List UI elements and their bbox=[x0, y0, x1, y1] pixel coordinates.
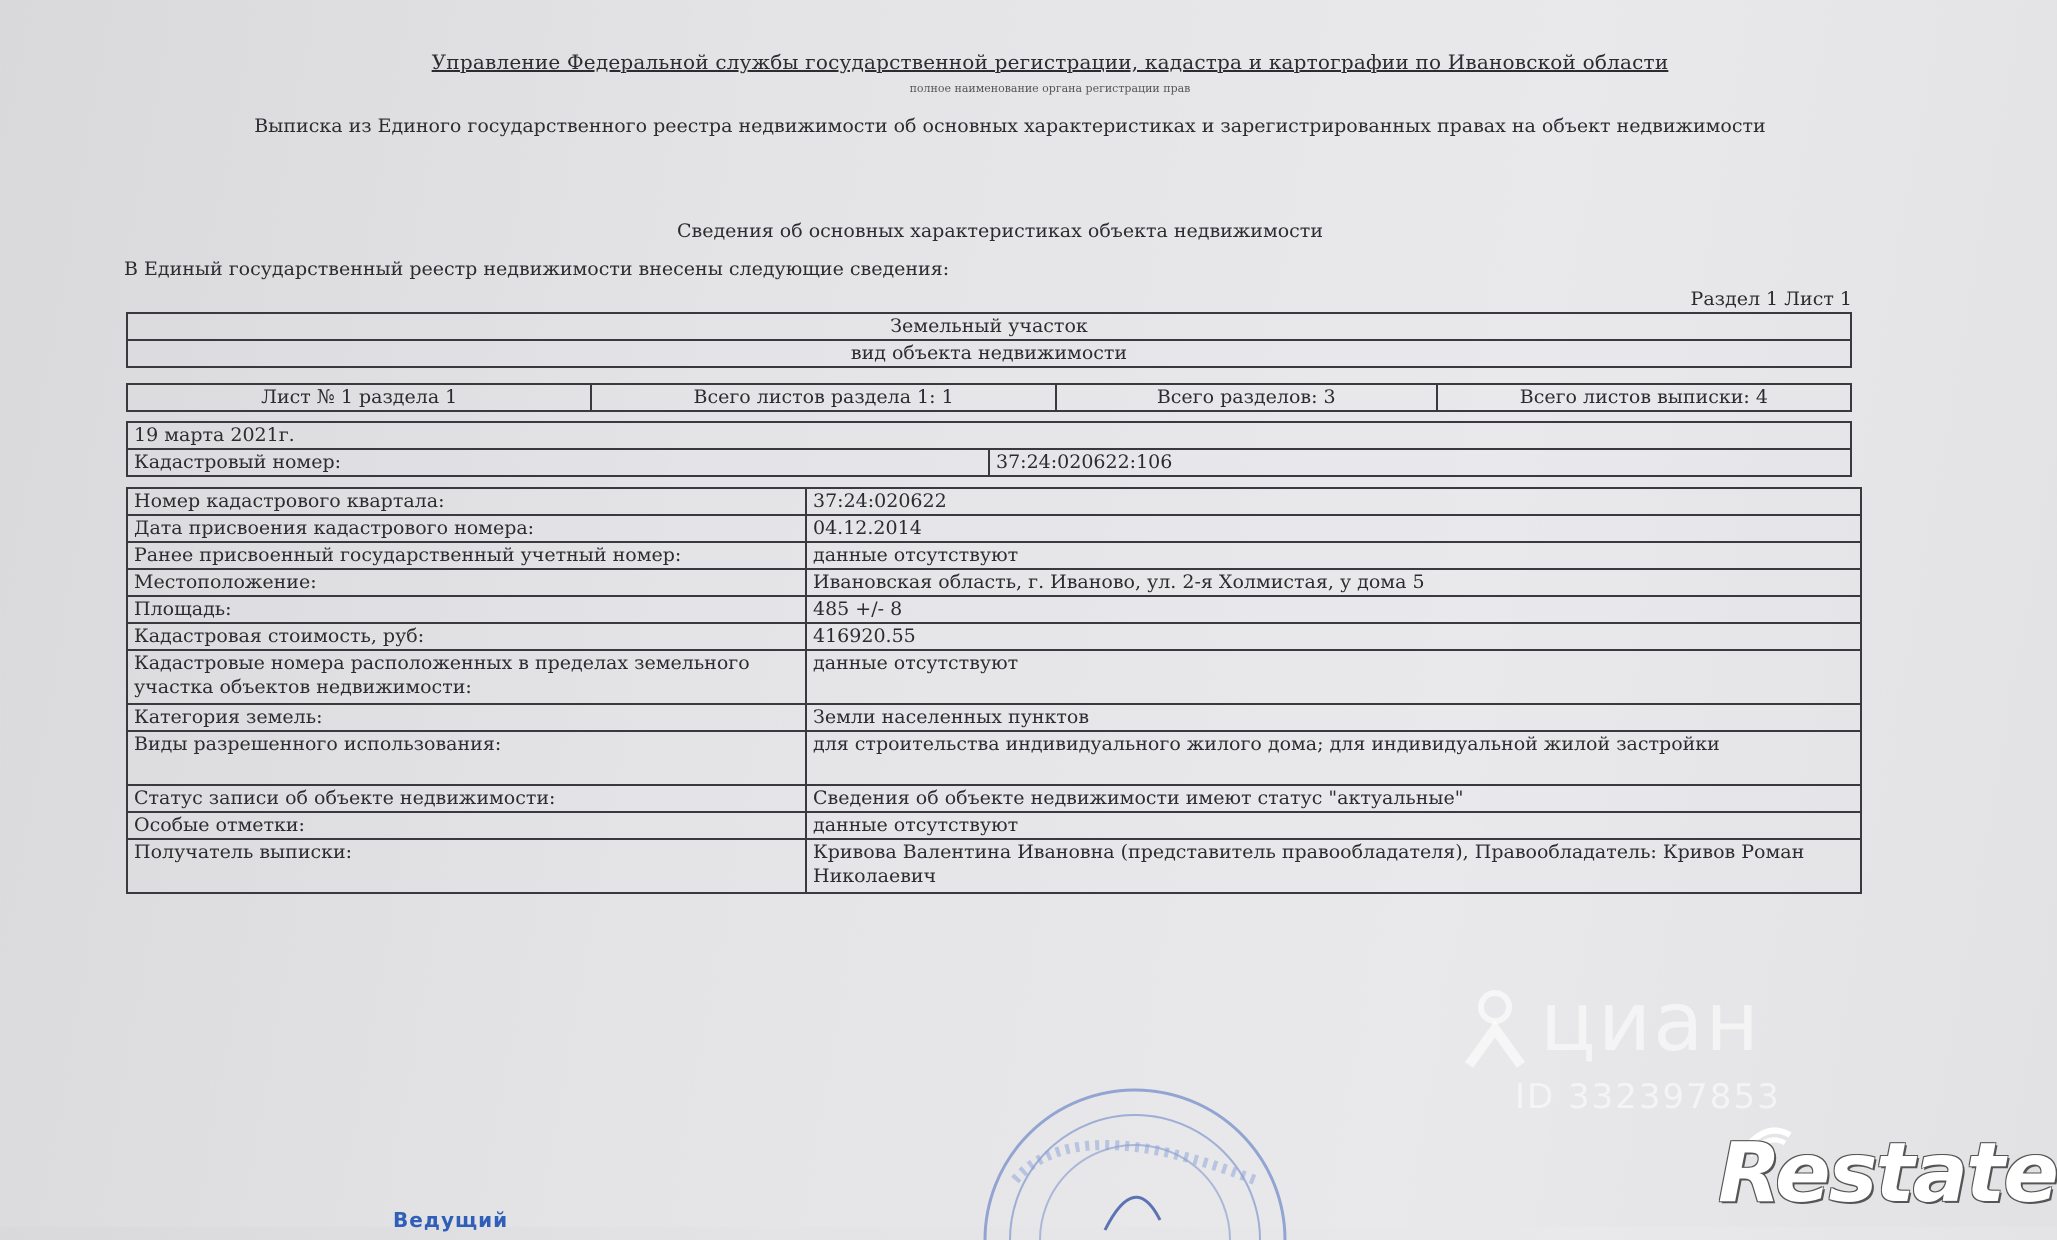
table-row bbox=[127, 785, 1861, 812]
row-value: Ивановская область, г. Иваново, ул. 2-я Холмистая, у дома 5 bbox=[806, 569, 1861, 596]
info-title: Сведения об основных характеристиках объекта недвижимости bbox=[677, 220, 1323, 242]
row-value: для строительства индивидуального жилого дома; для индивидуальной жилой застройки bbox=[806, 731, 1861, 785]
extract-title: Выписка из Единого государственного реестра недвижимости об основных характеристиках и зарегистрированных правах на объект недвижимости bbox=[254, 115, 1766, 137]
characteristics-table bbox=[126, 487, 1862, 894]
table-row bbox=[127, 731, 1861, 785]
row-label: Номер кадастрового квартала: bbox=[127, 488, 806, 515]
cadastral-label: Кадастровый номер: bbox=[127, 449, 989, 476]
seal-stamp bbox=[975, 1060, 1295, 1240]
row-label: Площадь: bbox=[127, 596, 806, 623]
row-value: 485 +/- 8 bbox=[806, 596, 1861, 623]
total-sections: Всего разделов: 3 bbox=[1056, 384, 1437, 411]
object-type-caption: вид объекта недвижимости bbox=[127, 340, 1851, 367]
table-row bbox=[127, 704, 1861, 731]
row-value: Сведения об объекте недвижимости имеют статус "актуальные" bbox=[806, 785, 1861, 812]
table-row bbox=[127, 542, 1861, 569]
row-label: Статус записи об объекте недвижимости: bbox=[127, 785, 806, 812]
row-value: данные отсутствуют bbox=[806, 650, 1861, 704]
table-row bbox=[127, 812, 1861, 839]
total-section-sheets: Всего листов раздела 1: 1 bbox=[591, 384, 1055, 411]
restate-logo bbox=[1690, 1110, 2057, 1227]
row-value: Кривова Валентина Ивановна (представитель правообладателя), Правообладатель: Кривов Роман Николаевич bbox=[806, 839, 1861, 893]
row-value: 37:24:020622 bbox=[806, 488, 1861, 515]
agency-name: Управление Федеральной службы государственной регистрации, кадастра и картографии по Ивановской области bbox=[431, 50, 1669, 74]
row-value: данные отсутствуют bbox=[806, 542, 1861, 569]
table-row bbox=[127, 839, 1861, 893]
record-date: 19 марта 2021г. bbox=[127, 422, 1851, 449]
row-value: 416920.55 bbox=[806, 623, 1861, 650]
table-row bbox=[127, 569, 1861, 596]
record-head-table bbox=[126, 421, 1852, 477]
section-label: Раздел 1 Лист 1 bbox=[1690, 288, 1852, 310]
row-label: Кадастровые номера расположенных в пределах земельного участка объектов недвижимости: bbox=[127, 650, 806, 704]
row-label: Кадастровая стоимость, руб: bbox=[127, 623, 806, 650]
agency-caption: полное наименование органа регистрации прав bbox=[909, 82, 1191, 95]
intro-text: В Единый государственный реестр недвижимости внесены следующие сведения: bbox=[124, 258, 950, 280]
watermark-brand: циан bbox=[1540, 975, 1761, 1070]
table-row bbox=[127, 515, 1861, 542]
table-row bbox=[127, 596, 1861, 623]
cian-watermark bbox=[1465, 965, 1795, 1125]
row-label: Категория земель: bbox=[127, 704, 806, 731]
table-row bbox=[127, 623, 1861, 650]
row-value: 04.12.2014 bbox=[806, 515, 1861, 542]
row-label: Особые отметки: bbox=[127, 812, 806, 839]
watermark-id: ID 332397853 bbox=[1515, 1077, 1781, 1117]
sheets-table bbox=[126, 383, 1852, 412]
row-label: Местоположение: bbox=[127, 569, 806, 596]
cadastral-value: 37:24:020622:106 bbox=[989, 449, 1851, 476]
row-value: Земли населенных пунктов bbox=[806, 704, 1861, 731]
object-type-table bbox=[126, 312, 1852, 368]
bottom-stamp-text: Ведущий bbox=[393, 1208, 509, 1232]
row-value: данные отсутствуют bbox=[806, 812, 1861, 839]
brand-logo-text: Restate bbox=[1718, 1126, 2057, 1221]
sheet-number: Лист № 1 раздела 1 bbox=[127, 384, 591, 411]
total-extract-sheets: Всего листов выписки: 4 bbox=[1437, 384, 1851, 411]
table-row bbox=[127, 488, 1861, 515]
row-label: Ранее присвоенный государственный учетный номер: bbox=[127, 542, 806, 569]
object-type: Земельный участок bbox=[127, 313, 1851, 340]
row-label: Виды разрешенного использования: bbox=[127, 731, 806, 785]
table-row bbox=[127, 650, 1861, 704]
row-label: Получатель выписки: bbox=[127, 839, 806, 893]
row-label: Дата присвоения кадастрового номера: bbox=[127, 515, 806, 542]
